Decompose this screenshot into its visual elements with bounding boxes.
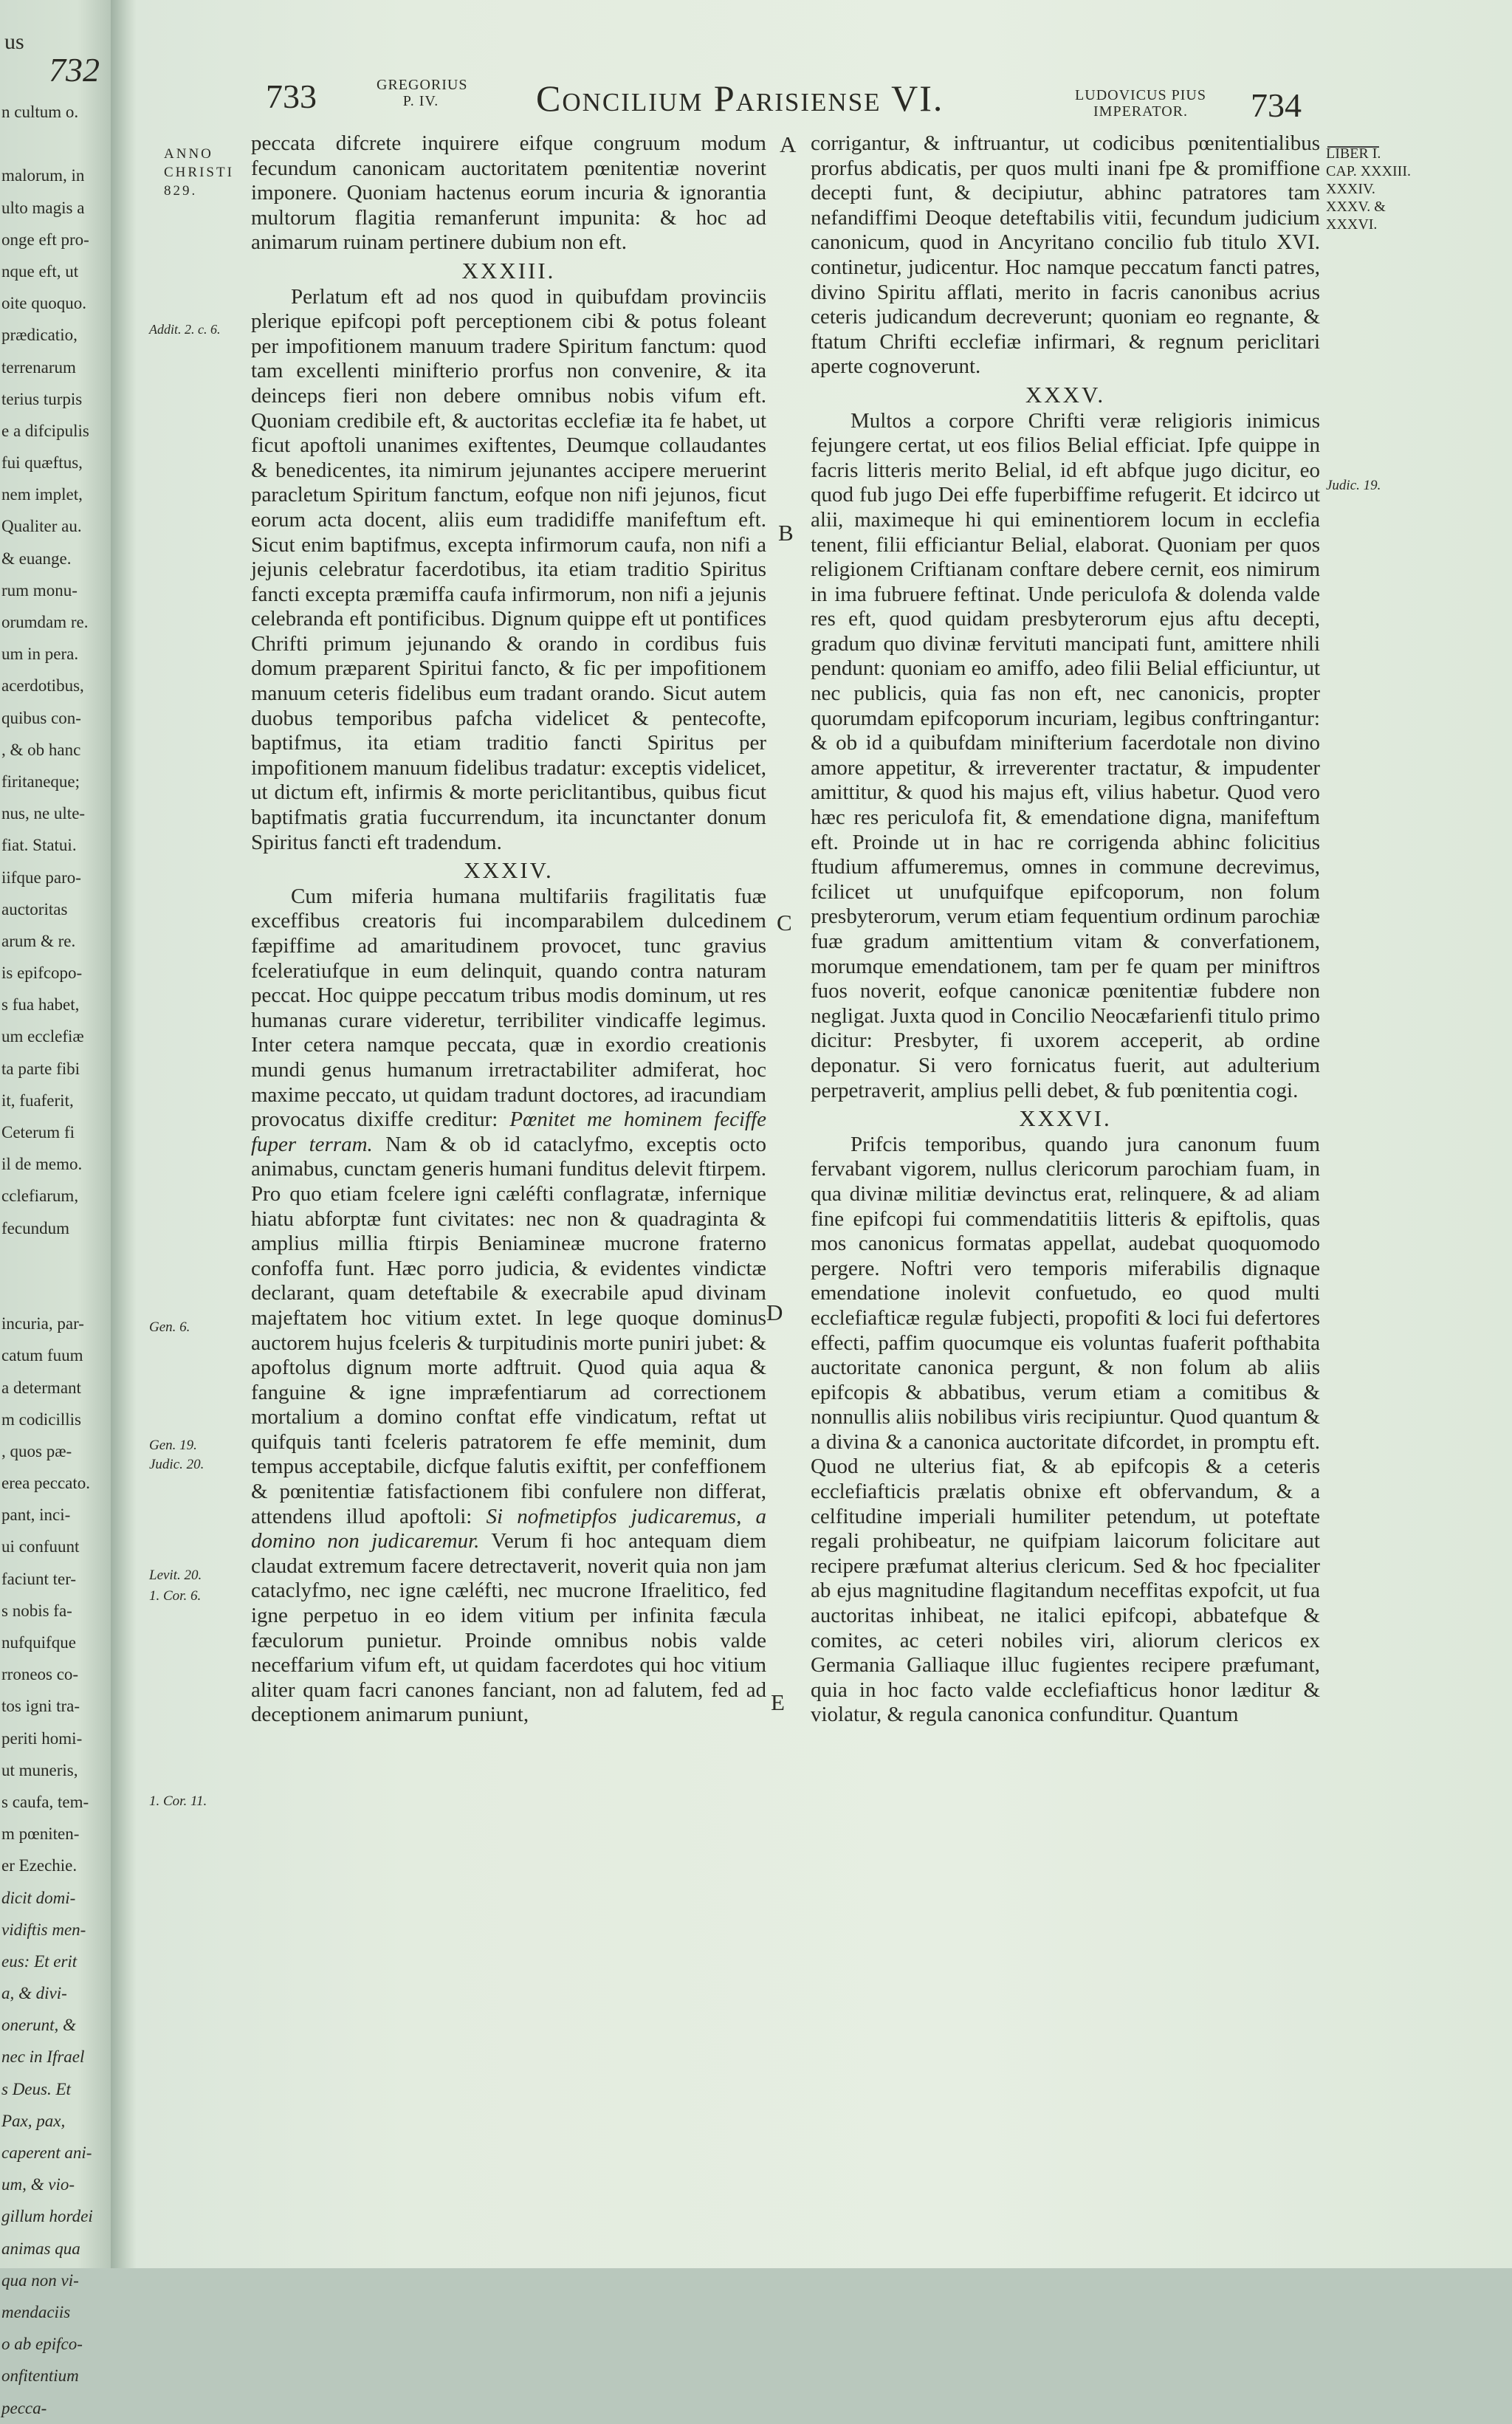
previous-page-line: nus, ne ulte- bbox=[1, 804, 86, 823]
previous-page-line: auctoritas bbox=[1, 899, 68, 919]
margin-ref-gen-6: Gen. 6. bbox=[149, 1319, 190, 1335]
paragraph-34: Cum miferia humana multifariis fragilitatis fuæ exceffibus creatoris fui incomparabilem dulcedinem fæpiffime ad amaritudinem provocet, tunc gravius fceleratiufque in eum delinquit, quando contra naturam peccat. Hoc quippe peccatum tribus modis dominum, ut res humanas curare videretur, terribiliter vindicaffe legimus. Inter cetera namque peccata, quæ in exordio creationis mundi genus humanum irretractabiliter admiferat, hoc maxime peccato, ut quidam tradunt doctores, ad iracundiam provocatus dixiffe creditur: Pœnitet me hominem feciffe fuper terram. Nam & ob id cataclyfmo, exceptis octo animabus, cunctam generis humani funditus delevit ftirpem. Pro quo etiam fcelere igni cæléfti conflagratæ, infernique hiatu abforptæ funt civitates: nec non & quadraginta & amplius millia ftirpis Beniamineæ mucrone fraterno confoffa funt. Hæc porro judicia, & evidentes vindictæ declarant, quam deteftabile & execrabile apud divinam majeftatem hoc vitium extet. In lege quoque dominus auctorem hujus fceleris & turpitudinis morte puniri jubet: & apoftolus dignum morte adftruit. Quod quia aqua & fanguine & igne impræfentiarum ad correctionem mortalium a domino conftat effe vindicatum, reftat ut quifquis tanti fceleris patratorem fe effe meminit, dum tempus acceptabile, dicfque falutis exiftit, per confeffionem & pœnitentiæ fatisfactionem fibi confulere non differat, attendens illud apoftoli: Si nofmetipfos judicaremus, a domino non judicaremur. Verum fi hoc antequam diem claudat extremum facere detrectaverit, noverit quia non jam cataclyfmo, nec igne cæléfti, nec mucrone Ifraelitico, fed igne perpetuo in eo idem vitium per infinita fæcula fæculorum punietur. Proinde omnibus nobis valde neceffarium vifum eft, ut quidam facerdotes qui hoc vitium aliter quam facri canones fanciant, non ad falutem, fed ad deceptionem animarum puniunt, bbox=[251, 884, 767, 1727]
margin-ref-levit-20: Levit. 20. bbox=[149, 1568, 202, 1583]
previous-page-line: acerdotibus, bbox=[1, 676, 84, 696]
previous-page-line: periti homi- bbox=[1, 1728, 83, 1748]
previous-page-line: e a difcipulis bbox=[1, 421, 89, 440]
previous-page-line: iifque paro- bbox=[1, 868, 81, 887]
section-letter-e: E bbox=[771, 1689, 785, 1715]
previous-page-line: is epifcopo- bbox=[1, 964, 83, 983]
previous-page-line: ut muneris, bbox=[1, 1760, 78, 1779]
previous-page-line: it, fuaferit, bbox=[1, 1091, 74, 1110]
previous-page-line: s fua habet, bbox=[1, 995, 80, 1014]
scripture-quote-gen: Pœnitet me hominem feciffe fuper terram. bbox=[251, 1108, 767, 1156]
previous-page-line: terrenarum bbox=[1, 357, 76, 377]
previous-page-line bbox=[1, 1276, 109, 1308]
previous-page-line bbox=[1, 1244, 109, 1276]
previous-page-line: Pax, pax, bbox=[1, 2111, 66, 2130]
previous-page-line: il de memo. bbox=[1, 1155, 83, 1174]
previous-page-line: nufquifque bbox=[1, 1633, 76, 1652]
previous-page-line: orumdam re. bbox=[1, 613, 89, 631]
paragraph-continuation: corrigantur, & inftruantur, ut codicibus pœnitentialibus prorfus abdicatis, per quos multi inani fpe & promiffione decepti funt, & decipiutur, abhinc patratores tam nefandiffimi Deoque deteftabilis vitii, fecundum judicium canonicum, quod in Ancyritano concilio fub titulo XVI. continetur, judicentur. Hoc namque peccatum fancti patres, divino Spiritu afflati, merito in facris canonibus acrius ceteris judicandum decreverunt; quoniam eo regnante, & ftatum Chrifti ecclefiæ infirmari, & regnum periclitari aperte cognoverunt. bbox=[811, 131, 1320, 379]
book-gutter bbox=[111, 0, 136, 2268]
previous-page-line: Qualiter au. bbox=[1, 517, 82, 536]
paragraph-continuation: peccata difcrete inquirere eifque congruum modum fecundum canonicam auctoritatem pœnitentiæ noverint imponere. Quoniam hactenus eorum incuria & ignorantia multorum flagitia remanferunt impunita: & hoc ad animarum ruinam pertinere dubium non eft. bbox=[251, 131, 766, 255]
paragraph-36: Prifcis temporibus, quando jura canonum fuum fervabant vigorem, nullus clericorum parochiam fuam, in qua divinæ militiæ devinctus erat, relinquere, & ad aliam fine epifcopi fui commendatitiis litteris & epiftolis, quas mos canonicus formatas appellat, audebat quoquomodo pergere. Noftri vero temporis miferabilis dignaque emendatione inolevit confuetudo, eo quod multi ecclefiafticæ regulæ fubjecti, propofiti & loci fui defertores effecti, paffim quocumque eis voluntas fuaferit pofthabita auctoritate canonica pergunt, & non folum ab aliis epifcopis & abbatibus, verum etiam a comitibus & nonnullis aliis nobilibus viris recipiuntur. Quod quantum & a divina & a canonica auctoritate difcordet, in promptu eft. Quod ne ulterius fiat, & ab epifcopis & a ceteris ecclefiafticis prælatis obnixe eft obfervandum, & a celfitudine imperiali humiliter petendum, ut poteftate regali prohibeatur, ne quifpiam laicorum folicitare aut recipere præfumat alterius clericum. Sed & hoc fpecialiter ab ejus magnitudine flagitandum neceffitas expofcit, ut fua auctoritas inhibeat, ne italici epifcopi, abbatefque & comites, ac ceteri nobiles viri, aliorum clericos ex Germania Galliaque illuc fugientes recipere præfumant, quia in hoc facto valde ecclefiafticus honor læditur & violatur, & regula canonica confunditur. Quantum bbox=[811, 1132, 1320, 1727]
section-letter-d: D bbox=[766, 1299, 783, 1325]
previous-page-line: er Ezechie. bbox=[1, 1856, 78, 1875]
previous-page-line bbox=[1, 128, 109, 159]
previous-page-line: ui confuunt bbox=[1, 1537, 80, 1556]
previous-page-line: & euange. bbox=[1, 549, 72, 568]
previous-page-line: s nobis fa- bbox=[1, 1601, 72, 1620]
margin-ref-judic-20: Judic. 20. bbox=[149, 1457, 205, 1472]
previous-page-line: a, & divi- bbox=[1, 1984, 67, 2003]
previous-page-line: s Deus. Et bbox=[1, 2079, 71, 2098]
previous-page-line: , quos pæ- bbox=[1, 1441, 72, 1460]
previous-page-line: nec in Ifrael bbox=[1, 2047, 85, 2067]
previous-page-line: a determant bbox=[1, 1378, 81, 1397]
previous-page-line: arum & re. bbox=[1, 931, 76, 950]
previous-page-line: terius turpis bbox=[1, 389, 83, 408]
previous-page-number: 732 bbox=[49, 51, 100, 89]
previous-page-line: pant, inci- bbox=[1, 1505, 71, 1525]
section-letter-a: A bbox=[780, 131, 797, 157]
previous-page-line: eus: Et erit bbox=[1, 1951, 78, 1971]
previous-page-line: o ab epifco- bbox=[1, 2335, 83, 2354]
year-marginal-note: ANNO CHRISTI 829. bbox=[164, 146, 234, 199]
previous-page-line: n cultum o. bbox=[1, 103, 79, 121]
previous-page-line: malorum, in bbox=[1, 166, 85, 185]
previous-page-line: pecca- bbox=[1, 2398, 47, 2417]
previous-page-line: firitaneque; bbox=[1, 772, 80, 791]
previous-page-line: onge eft pro- bbox=[1, 230, 89, 249]
previous-page-line: dicit domi- bbox=[1, 1888, 76, 1907]
previous-page-line: mendaciis bbox=[1, 2302, 71, 2321]
previous-page-line: faciunt ter- bbox=[1, 1569, 77, 1588]
previous-page-line: qua non vi- bbox=[1, 2270, 79, 2290]
previous-page-line: quibus con- bbox=[1, 708, 81, 727]
previous-page-running-head: us bbox=[4, 30, 24, 54]
chapter-heading-35: XXXV. bbox=[1025, 381, 1106, 408]
previous-page-line: caperent ani- bbox=[1, 2143, 92, 2162]
previous-page-line: rum monu- bbox=[1, 580, 78, 600]
chapter-heading-36: XXXVI. bbox=[1019, 1105, 1112, 1132]
previous-page-line: prædicatio, bbox=[1, 326, 78, 345]
paragraph-33: Perlatum eft ad nos quod in quibufdam provinciis plerique epifcopi poft perceptionem cibi & potus foleant per impofitionem manuum tradere Spiritum fanctum: quod tam excellenti minifterio prorfus non convenire, & ita deinceps fieri non debere omnibus nobis vifum eft. Quoniam credibile eft, & auctoritas ecclefiæ ita fe habet, ut ficut apoftoli unanimes exiftentes, Deumque collaudantes & benedicentes, ita nimirum jejunantes accipere meruerint paracletum Spiritum fanctum, eofque non nifi jejunos, ficut eorum acta docent, aliis eum tradidiffe manifeftum eft. Sicut enim baptifmus, excepta infirmorum caufa, non nifi a jejunis celebratur facerdotibus, ita etiam traditio Spiritus fancti excepta præmiffa caufa infirmorum, non nifi a jejunis celebranda eft pontificibus. Dignum quippe eft ut pontifices Chrifti primum jejunando & orando in cordibus fuis domum præparent Spiritui fancto, & fic per impofitionem manuum ceteris fidelibus eum tradant orando. Sicut autem duobus temporibus pafcha videlicet & pentecofte, baptifmus, ita etiam traditio fancti Spiritus per impofitionem manuum fidelibus tradatur: exceptis videlicet, ut dictum eft, infirmis & morte periclitantibus, quibus ficut baptifmatis gratia fuccurrendum, ita incunctanter donum Spiritus fancti eft tradendum. bbox=[251, 284, 766, 854]
previous-page-line: animas qua bbox=[1, 2239, 80, 2258]
section-letter-b: B bbox=[778, 520, 794, 546]
previous-page-line: gillum hordei bbox=[1, 2207, 93, 2226]
previous-page-line: nem implet, bbox=[1, 485, 83, 504]
previous-page-line: onerunt, & bbox=[1, 2016, 76, 2035]
previous-page-line: erea peccato. bbox=[1, 1474, 91, 1493]
paragraph-35: Multos a corpore Chrifti veræ religioris inimicus fejungere certat, ut eos filios Belial efficiat. Ipfe quippe in facris litteris merito Belial, id eft abfque jugo dicitur, eo quod fub jugo Dei effe fuperbiffime refugerit. Et idcirco ut alii, maximeque hi qui eminentiorem locum in ecclefia tenent, filii efficiantur Belial, elaborat. Quoniam per quos religionem Criftianam conftare debere cernit, eos nimirum in ima fubruere feftinat. Unde periculofa & dolenda valde res eft, quod quidam presbyterorum ejus aftu decepti, gradum quo divinæ fervituti mancipati funt, amittere nhili pendunt: quoniam eo amiffo, adeo filii Belial efficiuntur, ut nec publicis, quia fas non eft, nec canonicis, propter quorumdam epifcoporum incuriam, legibus conftringantur: & ob id a quibufdam minifterium facerdotale non divino amore appetitur, & irreverenter tractatur, & impudenter amittitur, & quod his majus eft, vilius habetur. Quod vero hæc res periculofa fit, & emendatione digna, manifeftum eft. Proinde ut in hac re corrigenda abhinc folicitius ftudium affumeremus, omnes in commune decrevimus, fcilicet ut unufquifque epifcoporum, non folum presbyterorum, verum etiam fequentium ordinum parochiæ fuæ gradum amittentium vitam & converfationem, morumque emendationem, tam per fe quam per miniftros fuos noverit, eofque canonicæ pœnitentiæ fubdere non negligat. Juxta quod in Concilio Neocæfarienfi titulo primo dicitur: Presbyter, fi uxorem acceperit, ab ordine deponatur. Si vero fornicatus fuerit, aut adulterium perpetraverit, amplius pelli debet, & fub pœnitentia cogi. bbox=[811, 408, 1320, 1102]
page-title: Concilium Parisiense VI. bbox=[536, 78, 944, 119]
chapter-marginal-note: LIBER I. CAP. XXXIII. XXXIV. XXXV. & XXXVI. bbox=[1326, 145, 1411, 233]
previous-page-line: um, & vio- bbox=[1, 2175, 75, 2194]
previous-page-line: um in pera. bbox=[1, 645, 79, 664]
section-letter-c: C bbox=[777, 910, 792, 935]
previous-page-fragment bbox=[0, 0, 111, 2417]
previous-page-line: ta parte fibi bbox=[1, 1059, 80, 1078]
previous-page-line: catum fuum bbox=[1, 1346, 83, 1365]
previous-page-line: m codicillis bbox=[1, 1410, 81, 1429]
previous-page-line: fiat. Statui. bbox=[1, 836, 77, 855]
previous-page-line: Ceterum fi bbox=[1, 1123, 75, 1141]
previous-page-line: vidiftis men- bbox=[1, 1920, 86, 1939]
chapter-heading-34: XXXIV. bbox=[464, 857, 554, 884]
previous-page-line: tos igni tra- bbox=[1, 1697, 80, 1716]
previous-page-text bbox=[1, 96, 109, 2424]
margin-ref-judic-19: Judic. 19. bbox=[1326, 478, 1381, 493]
right-page-number: 734 bbox=[1251, 86, 1302, 124]
previous-page-line: nque eft, ut bbox=[1, 261, 79, 281]
previous-page-line: ulto magis a bbox=[1, 198, 85, 217]
left-running-head: GREGORIUS P. IV. bbox=[377, 77, 468, 109]
previous-page-line: , & ob hanc bbox=[1, 740, 81, 759]
left-page-number: 733 bbox=[266, 78, 317, 115]
right-running-head: LUDOVICUS PIUS IMPERATOR. bbox=[1075, 87, 1206, 120]
margin-ref-1cor-11: 1. Cor. 11. bbox=[149, 1793, 207, 1809]
addition-marginal-note: Addit. 2. c. 6. bbox=[149, 322, 221, 337]
previous-page-line: cclefiarum, bbox=[1, 1187, 79, 1206]
previous-page-line: fui quæftus, bbox=[1, 453, 83, 473]
previous-page-line: onfitentium bbox=[1, 2366, 79, 2386]
scripture-quote-cor: Si nofmetipfos judicaremus, a domino non judicaremur. bbox=[251, 1504, 767, 1553]
previous-page-line: um ecclefiæ bbox=[1, 1027, 84, 1046]
text-column-left bbox=[251, 131, 766, 1728]
previous-page-line: oite quoquo. bbox=[1, 294, 86, 313]
margin-ref-1cor-6: 1. Cor. 6. bbox=[149, 1588, 202, 1604]
previous-page-line: fecundum bbox=[1, 1218, 69, 1237]
previous-page-line: s caufa, tem- bbox=[1, 1792, 89, 1811]
previous-page-line: incuria, par- bbox=[1, 1314, 84, 1333]
chapter-heading-33: XXXIII. bbox=[461, 257, 556, 284]
previous-page-line: m pœniten- bbox=[1, 1824, 80, 1844]
text-column-right bbox=[811, 131, 1320, 1728]
margin-ref-gen-19: Gen. 19. bbox=[149, 1438, 197, 1453]
previous-page-line: rroneos co- bbox=[1, 1665, 79, 1684]
